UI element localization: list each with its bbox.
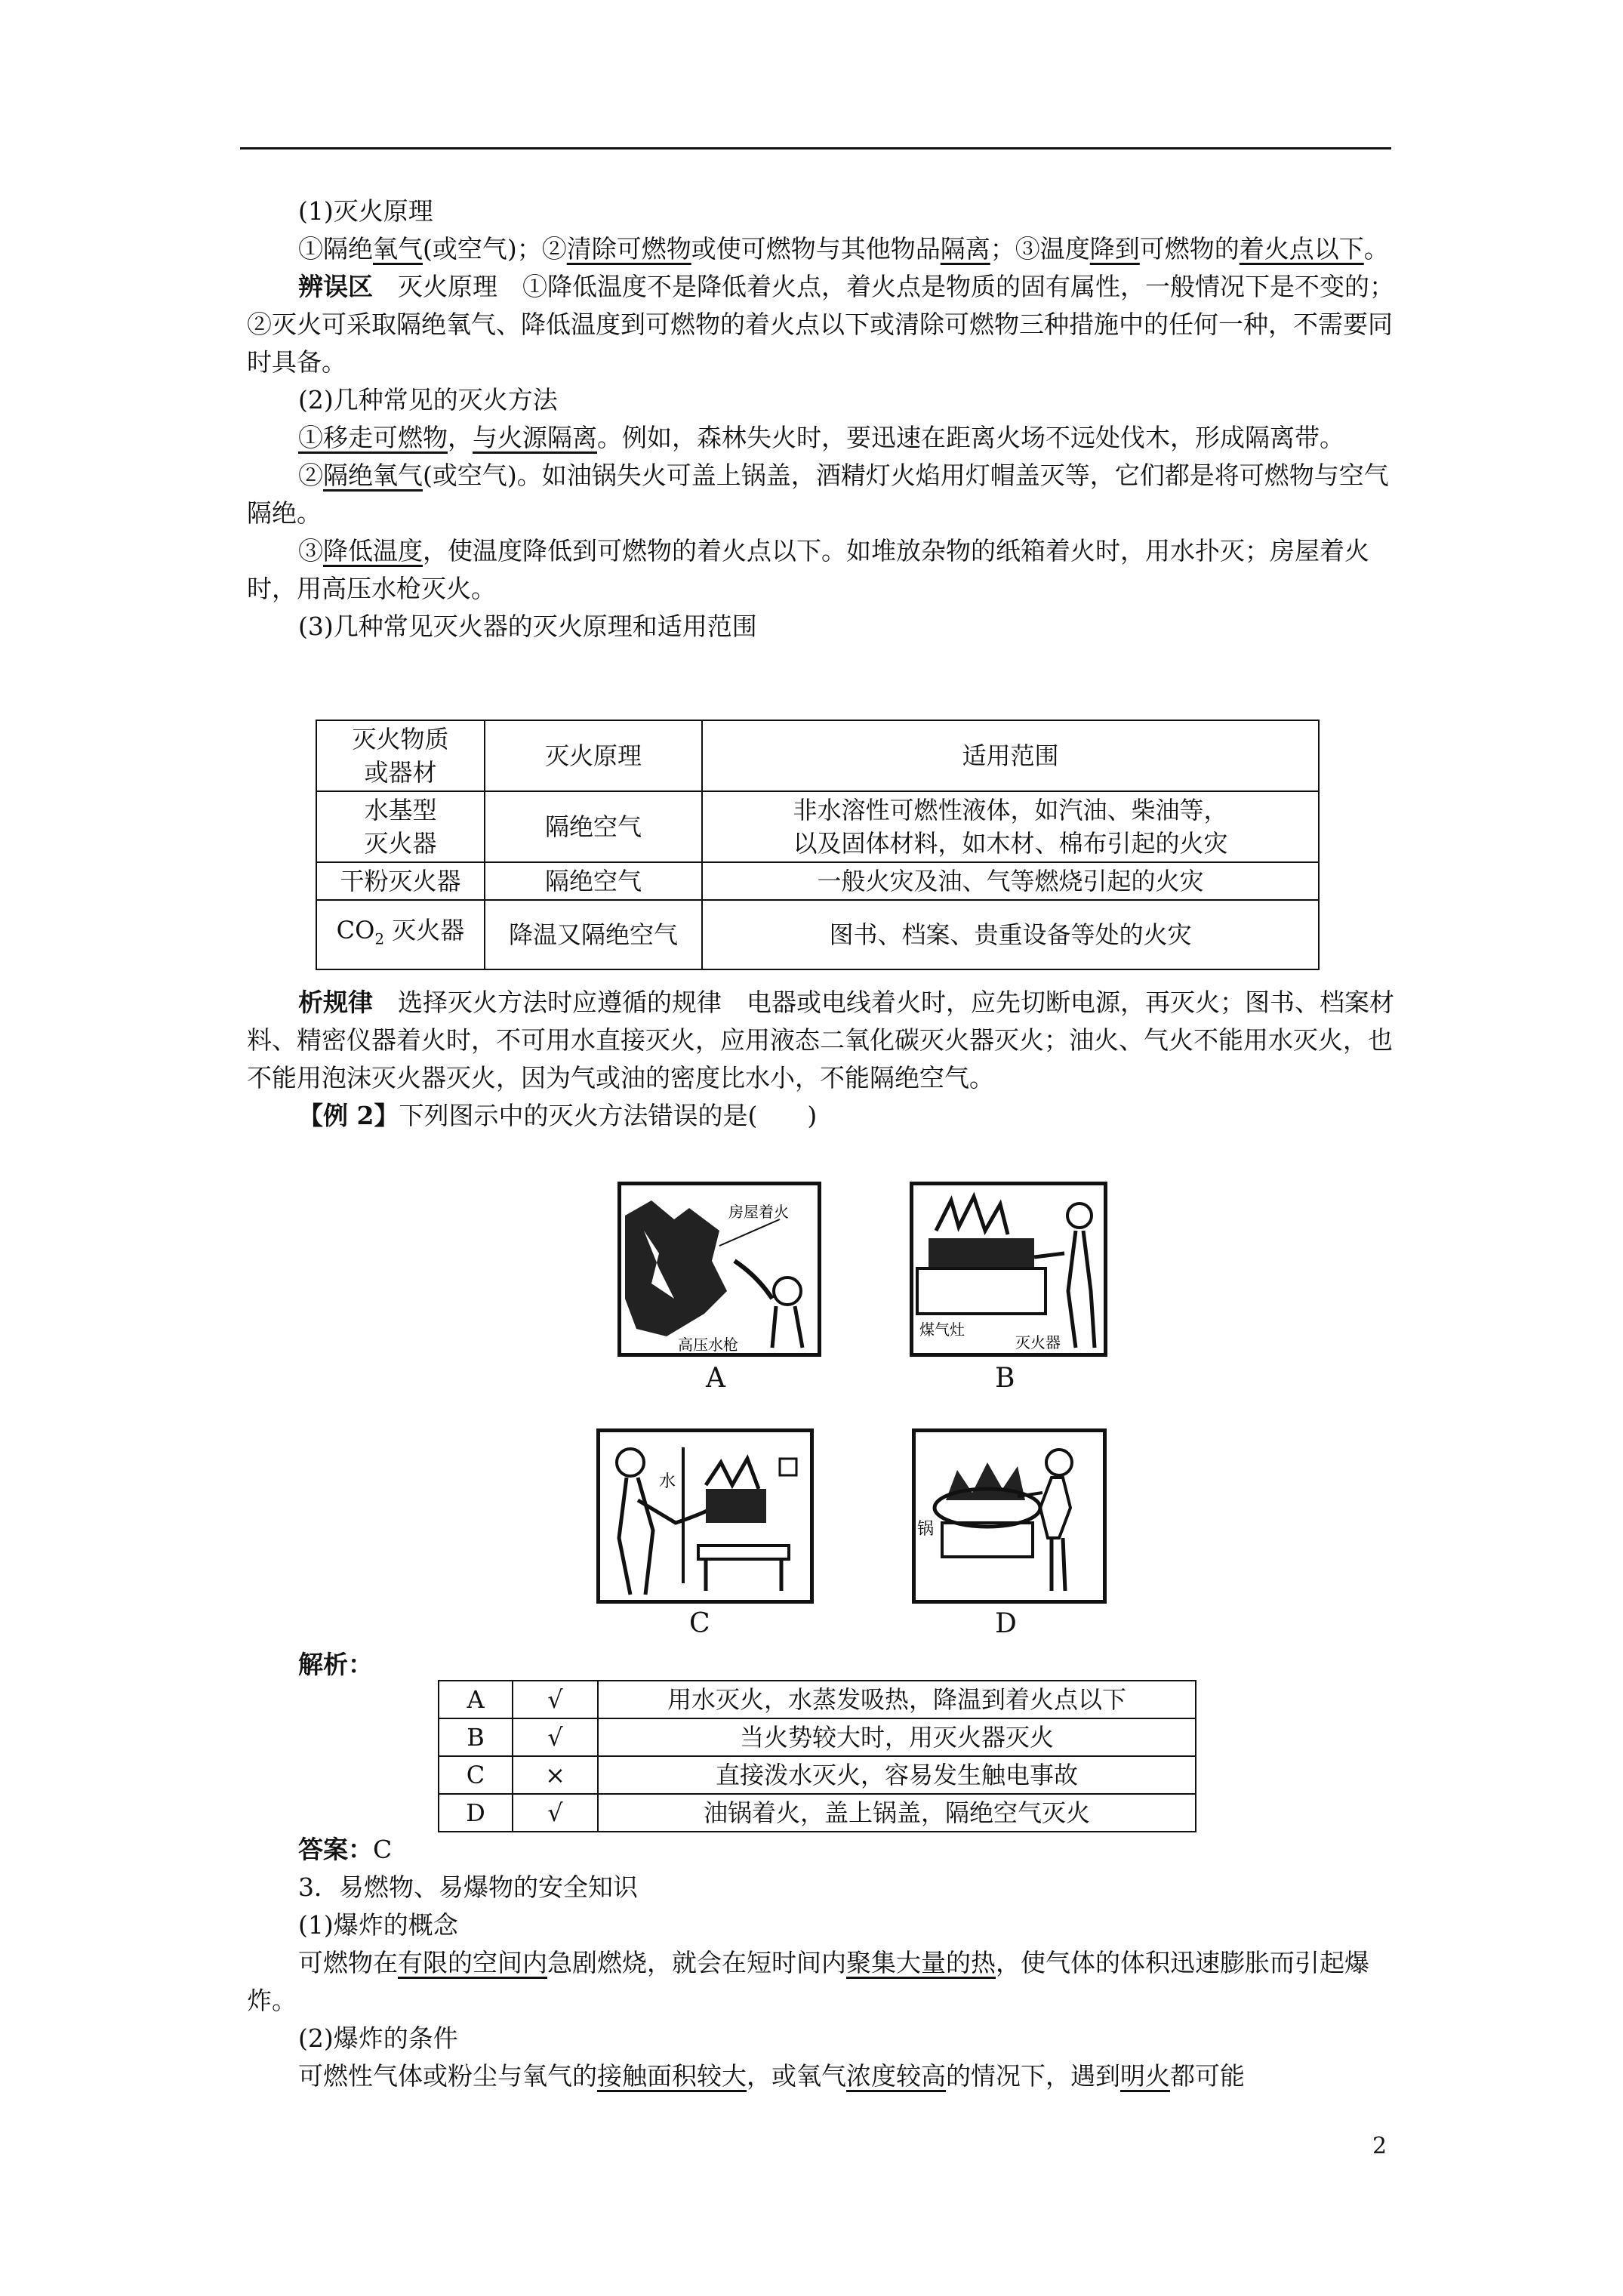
- text-run: 可燃物的: [1139, 234, 1240, 264]
- underlined-term: 清除可燃物: [566, 234, 691, 264]
- table-header-row: [316, 720, 1319, 791]
- text-run: 的情况下，遇到: [946, 2061, 1120, 2091]
- table-row: [439, 1681, 1196, 1718]
- table-cell: 当火势较大时，用灭火器灭火: [598, 1718, 1196, 1756]
- table-header-cell: 灭火原理: [485, 720, 702, 791]
- table-cell: 干粉灭火器: [316, 862, 485, 900]
- example-text: 下列图示中的灭火方法错误的是( ): [399, 1101, 818, 1130]
- stove-fire-illustration: [913, 1185, 1104, 1353]
- text-run: 。例如，森林失火时，要迅速在距离火场不远处伐木，形成隔离带。: [597, 423, 1344, 452]
- fig-b-right-label: 灭火器: [1015, 1333, 1061, 1351]
- co2-suffix: 灭火器: [384, 916, 465, 945]
- table-cell: 图书、档案、贵重设备等处的火灾: [702, 900, 1319, 969]
- section-heading: (2)几种常见的灭火方法: [298, 385, 558, 415]
- explosion-concept: [247, 1944, 1394, 2020]
- text-run: ，或氧气: [747, 2061, 846, 2091]
- table-cell: 一般火灾及油、气等燃烧引起的火灾: [702, 862, 1319, 900]
- method-paragraph: [247, 457, 1394, 532]
- fig-b-left-label: 煤气灶: [919, 1321, 965, 1339]
- table-cell: 隔绝空气: [485, 862, 702, 900]
- underlined-term: 聚集大量的热: [846, 1948, 996, 1977]
- table-cell: √: [513, 1681, 598, 1718]
- text-run: ，使气体的体积迅速膨胀而引起爆炸。: [247, 1948, 1369, 2015]
- fig-c-label-water: 水: [659, 1472, 676, 1491]
- text-run: 或使可燃物与其他物品: [691, 234, 941, 264]
- table-cell: A: [439, 1681, 513, 1718]
- example-question: [247, 1097, 1394, 1135]
- text-run: ③: [298, 536, 323, 566]
- table-cell: 非水溶性可燃性液体，如汽油、柴油等， 以及固体材料，如木材、棉布引起的火灾: [702, 791, 1319, 862]
- answer-table: [438, 1680, 1196, 1832]
- text-run: ①隔绝: [298, 234, 373, 264]
- text-run: ，使温度降低到可燃物的着火点以下。如堆放杂物的纸箱着火时，用水扑灭；房屋着火时，用高压水枪灭火。: [247, 536, 1369, 603]
- body-text: [247, 193, 1394, 646]
- table-cell: 隔绝空气: [485, 791, 702, 862]
- table-cell: √: [513, 1794, 598, 1832]
- table-row: [439, 1756, 1196, 1794]
- answer-value: C: [373, 1835, 393, 1864]
- figure-d-label: D: [995, 1608, 1017, 1639]
- figure-c-label: C: [689, 1608, 710, 1639]
- wok-fire-illustration: [916, 1432, 1103, 1600]
- body-text-3: [247, 1831, 1394, 2095]
- table-row: [439, 1794, 1196, 1832]
- analysis-heading: [247, 1646, 1394, 1684]
- figure-a-label: A: [706, 1363, 725, 1394]
- table-cell: 直接泼水灭火，容易发生触电事故: [598, 1756, 1196, 1794]
- text-run: ，: [448, 423, 473, 452]
- text-run: 都可能: [1170, 2061, 1245, 2091]
- analysis-label: 解析：: [298, 1650, 373, 1679]
- table-header-cell: 适用范围: [702, 720, 1319, 791]
- underlined-term: 降低温度: [323, 536, 423, 566]
- house-fire-illustration: [621, 1185, 818, 1353]
- table-row: [316, 862, 1319, 900]
- section-heading: (3)几种常见灭火器的灭火原理和适用范围: [298, 612, 757, 641]
- text-run: ②: [298, 461, 323, 490]
- table-cell: ×: [513, 1756, 598, 1794]
- table-row: [316, 791, 1319, 862]
- table-cell: C: [439, 1756, 513, 1794]
- underlined-term: 有限的空间内: [398, 1948, 547, 1977]
- underlined-term: ①移走可燃物: [298, 423, 448, 452]
- text-run: 可燃物在: [298, 1948, 398, 1977]
- section-heading: (1)灭火原理: [298, 196, 433, 226]
- co2-subscript: 2: [374, 929, 385, 948]
- header-rule: [240, 147, 1391, 149]
- explosion-condition: [247, 2057, 1394, 2095]
- note-text: 选择灭火方法时应遵循的规律 电器或电线着火时，应先切断电源，再灭火；图书、档案材料、精密仪器着火时，不可用水直接灭火，应用液态二氧化碳灭火器灭火；油火、气火不能用水灭火，也不能用泡沫灭火器灭火，因为气或油的密度比水小，不能隔绝空气。: [247, 988, 1394, 1093]
- note-label: 析规律: [298, 988, 373, 1017]
- section-heading: (2)爆炸的条件: [298, 2023, 458, 2053]
- table-cell: √: [513, 1718, 598, 1756]
- method-paragraph: [247, 532, 1394, 608]
- co2-formula: CO: [336, 916, 375, 945]
- underlined-term: 降到: [1089, 234, 1140, 264]
- note-text: 灭火原理 ①降低温度不是降低着火点，着火点是物质的固有属性，一般情况下是不变的；②灭火可采取隔绝氧气、降低温度到可燃物的着火点以下或清除可燃物三种措施中的任何一种，不需要同时具备。: [247, 272, 1394, 377]
- fig-d-label-wok: 锅: [917, 1520, 935, 1539]
- underlined-term: 接触面积较大: [597, 2061, 747, 2091]
- fig-a-bottom-label: 高压水枪: [678, 1336, 738, 1353]
- table-cell: 用水灭火，水蒸发吸热，降温到着火点以下: [598, 1681, 1196, 1718]
- page-number: 2: [1372, 2133, 1387, 2159]
- section-title: 3．易燃物、易爆物的安全知识: [298, 1872, 638, 1902]
- underlined-term: 隔离: [940, 234, 990, 264]
- answer-line: [247, 1831, 1394, 1869]
- answer-label: 答案：: [298, 1835, 373, 1864]
- fig-a-top-label: 房屋着火: [728, 1203, 789, 1221]
- text-run: 急剧燃烧，就会在短时间内: [547, 1948, 846, 1977]
- figure-c-water-on-appliance: [596, 1428, 814, 1604]
- underlined-term: 浓度较高: [846, 2061, 946, 2091]
- table-cell: D: [439, 1794, 513, 1832]
- water-appliance-illustration: [600, 1432, 810, 1600]
- note-label: 辨误区: [298, 272, 373, 301]
- example-label: 【例 2】: [298, 1101, 399, 1130]
- table-row: [439, 1718, 1196, 1756]
- figure-b-label: B: [995, 1363, 1015, 1394]
- table-cell: 油锅着火，盖上锅盖，隔绝空气灭火: [598, 1794, 1196, 1832]
- section-heading: (1)爆炸的概念: [298, 1910, 458, 1940]
- figure-a-house-fire: [617, 1182, 821, 1357]
- underlined-term: 隔绝氧气: [323, 461, 423, 490]
- text-run: 可燃性气体或粉尘与氧气的: [298, 2061, 597, 2091]
- text-run: (或空气)。如油锅失火可盖上锅盖，酒精灯火焰用灯帽盖灭等，它们都是将可燃物与空气隔绝。: [247, 461, 1389, 528]
- table-cell: [316, 900, 485, 969]
- underlined-term: 氧气: [373, 234, 423, 264]
- table-header-cell: 灭火物质 或器材: [316, 720, 485, 791]
- table-cell: 水基型 灭火器: [316, 791, 485, 862]
- note-rule: [247, 984, 1394, 1097]
- text-run: ；③温度: [990, 234, 1090, 264]
- method-paragraph: [247, 419, 1394, 457]
- body-text-2: [247, 984, 1394, 1135]
- underlined-term: 着火点以下: [1239, 234, 1364, 264]
- figure-d-wok-fire: [912, 1428, 1107, 1604]
- table-row: [316, 900, 1319, 969]
- figure-b-stove-fire: [910, 1182, 1107, 1357]
- text-run: (或空气)；②: [423, 234, 567, 264]
- underlined-term: 与火源隔离: [473, 423, 597, 452]
- principle-paragraph: [247, 230, 1394, 268]
- text-run: 。: [1363, 234, 1389, 264]
- note-misconception: [247, 268, 1394, 381]
- table-cell: B: [439, 1718, 513, 1756]
- underlined-term: 明火: [1120, 2061, 1170, 2091]
- extinguisher-table: [316, 720, 1320, 970]
- table-cell: 降温又隔绝空气: [485, 900, 702, 969]
